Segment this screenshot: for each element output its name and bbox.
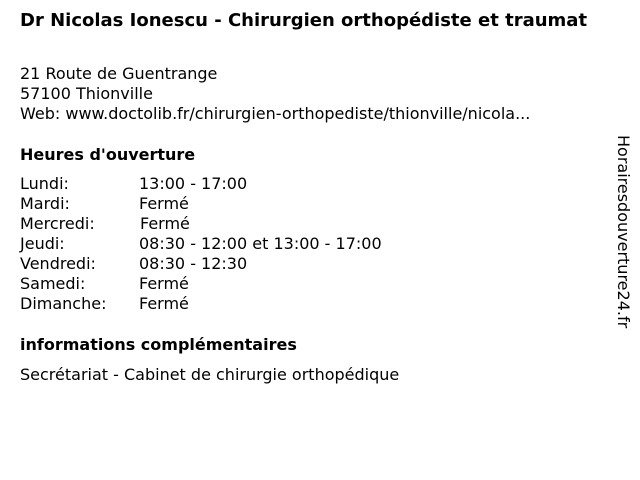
day-label: Mardi: (20, 194, 70, 213)
address-web[interactable]: Web: www.doctolib.fr/chirurgien-orthopediste/thionville/nicola... (20, 104, 531, 123)
address-block (20, 64, 530, 124)
info-heading: informations complémentaires (20, 335, 297, 354)
day-label: Dimanche: (20, 294, 107, 313)
day-hours: Fermé (139, 294, 189, 313)
address-street: 21 Route de Guentrange (20, 64, 218, 83)
day-hours: 08:30 - 12:00 et 13:00 - 17:00 (139, 234, 382, 253)
info-text: Secrétariat - Cabinet de chirurgie orthopédique (20, 365, 400, 384)
hours-heading: Heures d'ouverture (20, 145, 196, 164)
day-label: Jeudi: (20, 234, 65, 253)
day-hours: 13:00 - 17:00 (139, 174, 248, 193)
address-city: 57100 Thionville (20, 84, 153, 103)
day-hours: Fermé (139, 194, 189, 213)
day-label: Lundi: (20, 174, 69, 193)
day-label: Vendredi: (20, 254, 96, 273)
day-hours: Fermé (140, 214, 190, 233)
day-label: Mercredi: (20, 214, 95, 233)
page-title: Dr Nicolas Ionescu - Chirurgien orthopédiste et traumat (20, 10, 588, 31)
day-hours: 08:30 - 12:30 (139, 254, 248, 273)
day-label: Samedi: (20, 274, 86, 293)
site-watermark: Horairesdouverture24.fr (614, 135, 633, 329)
day-hours: Fermé (139, 274, 189, 293)
